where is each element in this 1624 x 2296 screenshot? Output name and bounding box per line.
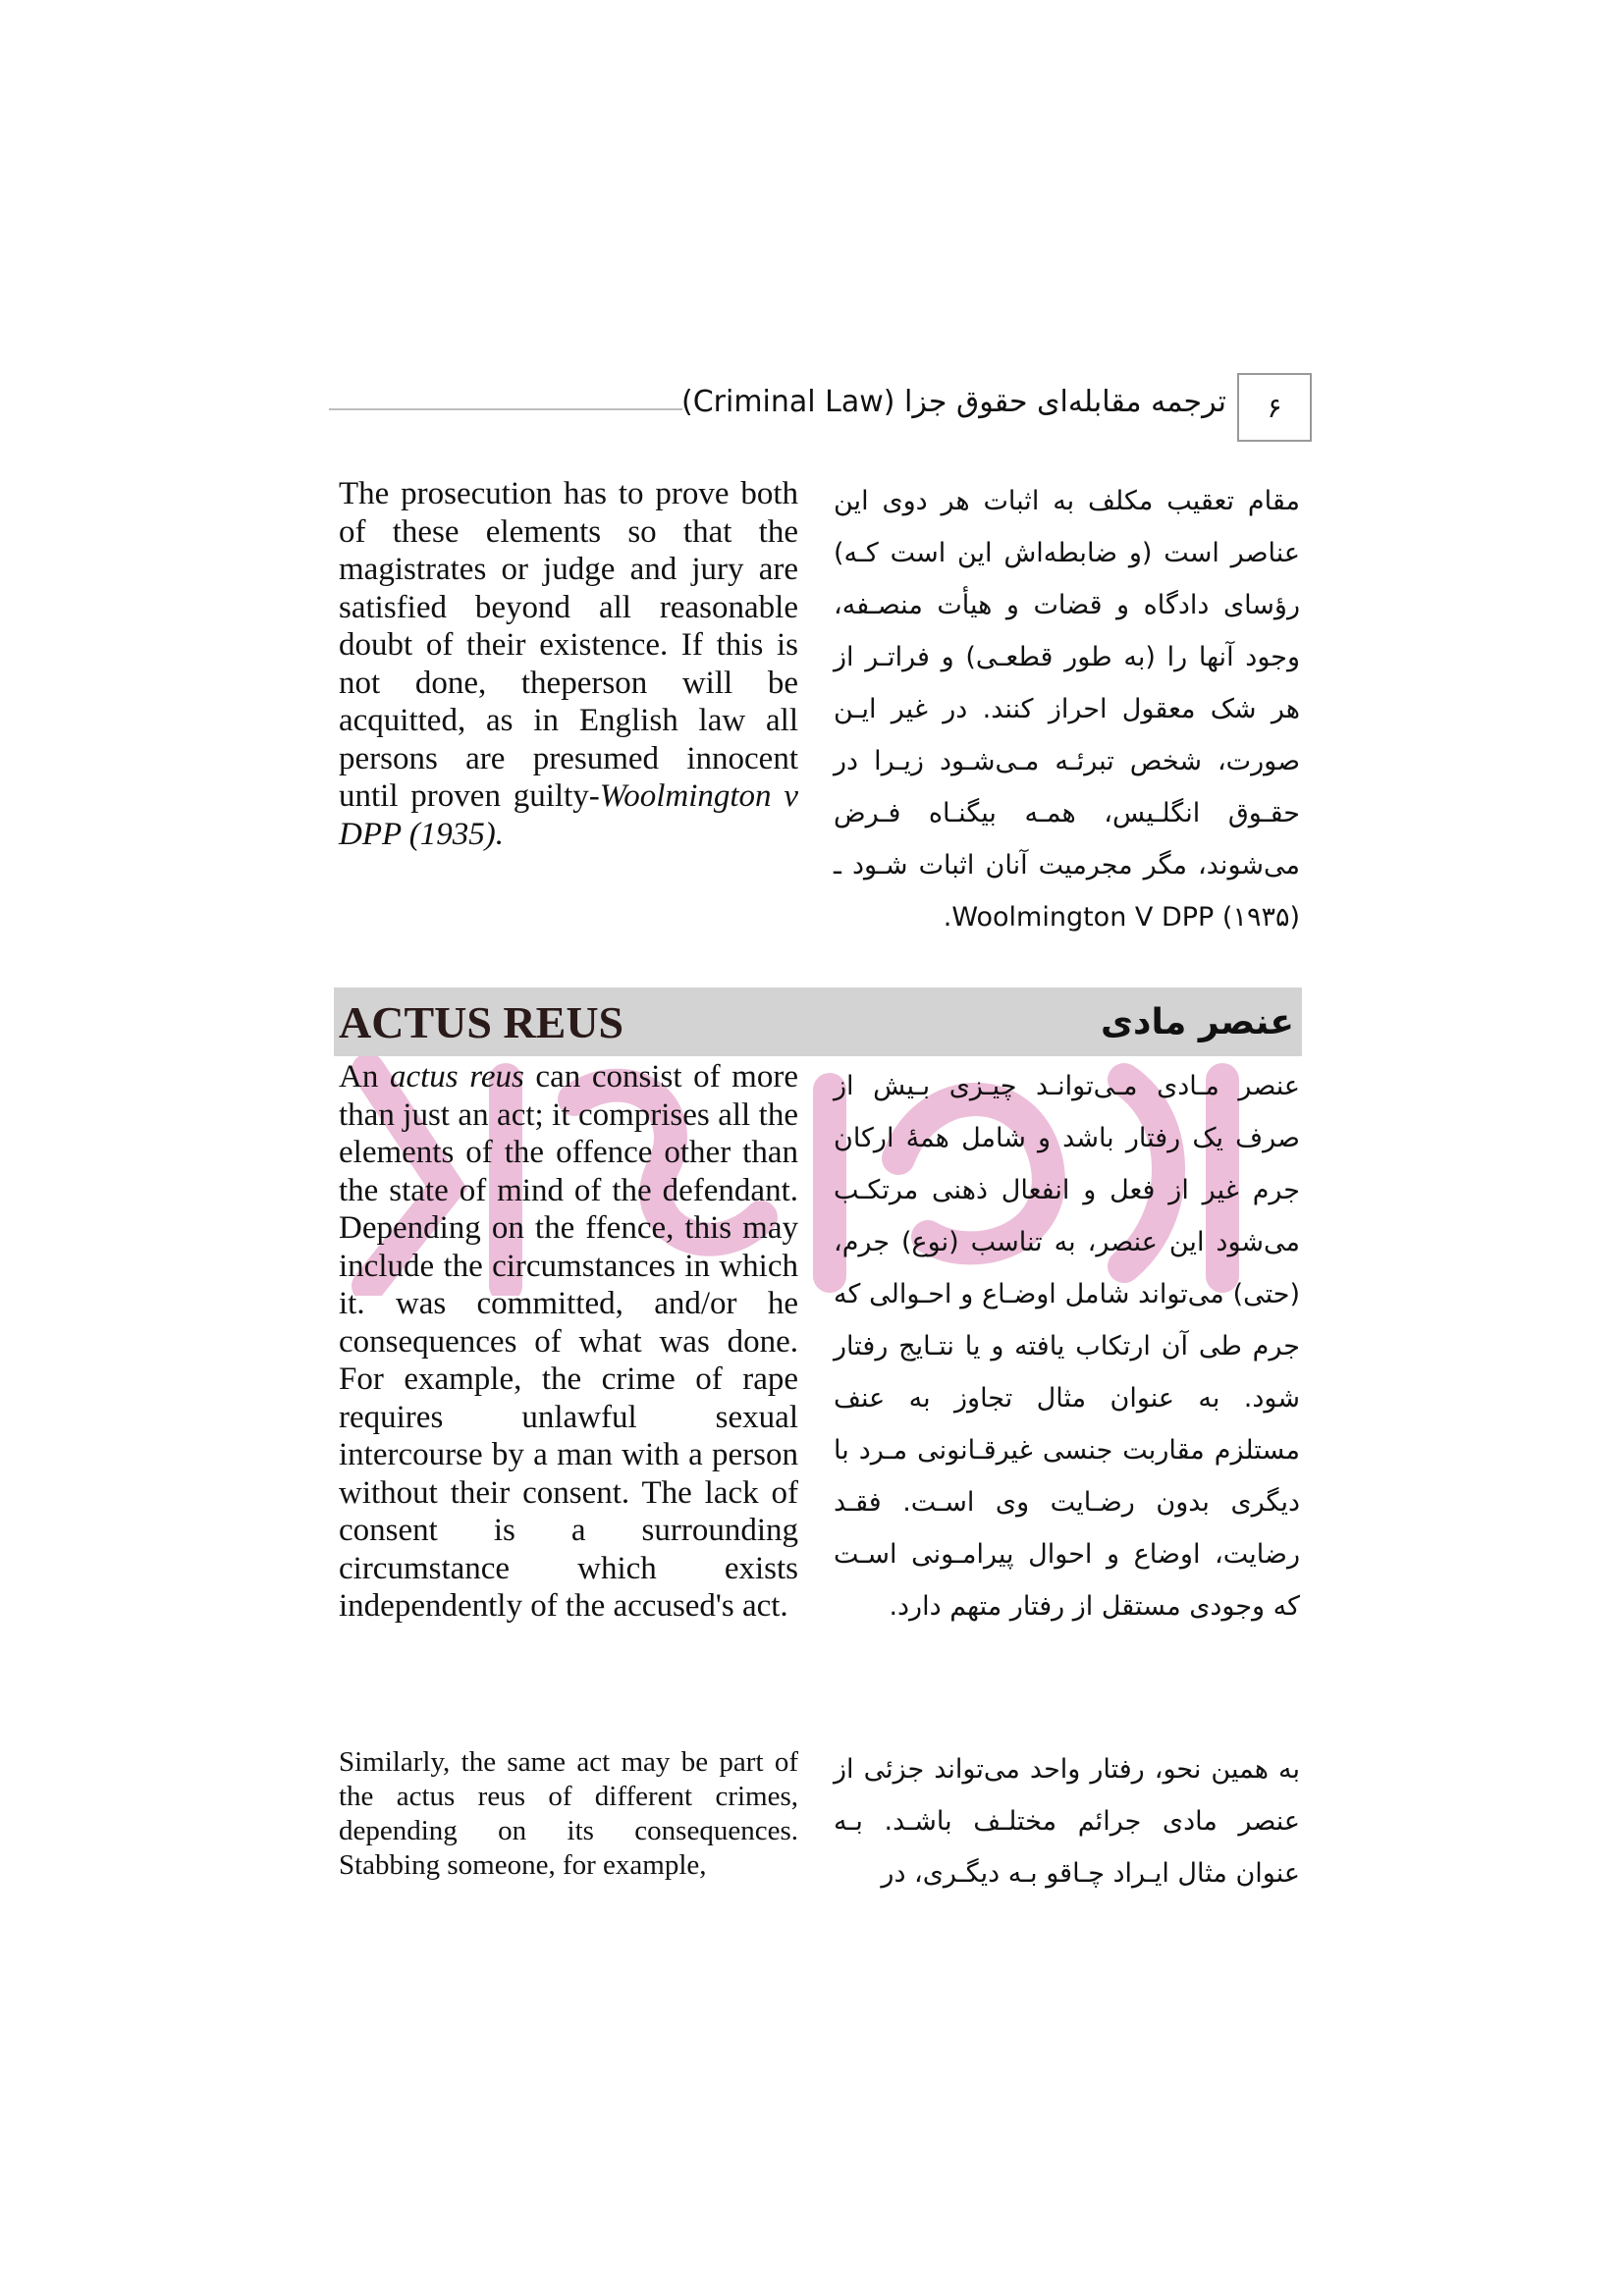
persian-paragraph-similarly: به همین نحو، رفتار واحد می‌تواند جزئی از عنصر مادی جرائم مختلـف باشـد. بـه عنوان مثال ایـراد چـاقو بـه دیگـری، در	[834, 1754, 1300, 1889]
heading-actus-reus: ACTUS REUS	[339, 997, 624, 1047]
running-header-title: ترجمه مقابله‌ای حقوق جزا (Criminal Law)	[680, 385, 1226, 419]
english-paragraph-prosecution	[339, 475, 798, 853]
english-paragraph-text: The prosecution has to prove both of these elements so that the magistrates or judge and jury are satisfied beyond all reasonable doubt of their existence. If this is not done, theperson will be acquitted, as in English law all persons are presumed innocent until proven guilty-	[339, 476, 798, 814]
text-run: An	[339, 1059, 390, 1095]
heading-persian-actus-reus: عنصر مادی	[1101, 1002, 1294, 1042]
english-paragraph-similarly: Similarly, the same act may be part of the actus reus of different crimes, depending on its consequences. Stabbing someone, for example,	[339, 1746, 798, 1881]
persian-paragraph-actus-reus: عنصر مـادی مـی‌توانـد چیـزی بـیش از صرف یک رفتار باشد و شامل همهٔ ارکان جرم غیر از فعل و انفعال ذهنی مرتکـب می‌شود این عنصر، به تناسب (نوع) جرم، (حتی) می‌تواند شامل اوضـاع و احـوالی که جرم طی آن ارتکاب یافته و یا نتـایج رفتار شود. به عنوان مثال تجاوز به عنف مستلزم مقاربت جنسی غیرقـانونی مـرد با دیگری بدون رضـایت وی اسـت. فقـد رضایت، اوضاع و احوال پیرامـونی اسـت که وجودی مستقل از رفتار متهم دارد.	[834, 1071, 1300, 1622]
header-rule	[329, 408, 682, 410]
italic-term: actus reus	[389, 1059, 524, 1095]
persian-paragraph-prosecution: مقام تعقیب مکلف به اثبات هر دوی این عناصر است (و ضابطه‌اش این است کـه) رؤسای دادگاه و قضات و هیأت منصـفه، وجود آنها را (به طور قطعـی) و فراتـر از هر شک معقول احراز کنند. در غیر ایـن صورت، شخص تبرئـه مـی‌شـود زیـرا در حقـوق انگلـیس، همـه بیگنـاه فـرض می‌شوند، مگر مجرمیت آنان اثبات شـود ـ (۱۹۳۵) Woolmington V DPP.	[834, 486, 1300, 933]
case-citation: Woolmington v DPP (1935).	[339, 778, 798, 852]
text-run: can consist of more than just an act; it comprises all the elements of the offence other than the state of mind of the defendant. Depending on the ffence, this may include the circumstances in which it. was committed, and/or he consequences of what was done. For example, the crime of rape requires unlawful sexual intercourse by a man with a person without their consent. The lack of consent is a surrounding circumstance which exists independently of the accused's act.	[339, 1059, 798, 1624]
page-number: ۶	[1237, 373, 1312, 442]
english-paragraph-actus-reus	[339, 1058, 798, 1626]
